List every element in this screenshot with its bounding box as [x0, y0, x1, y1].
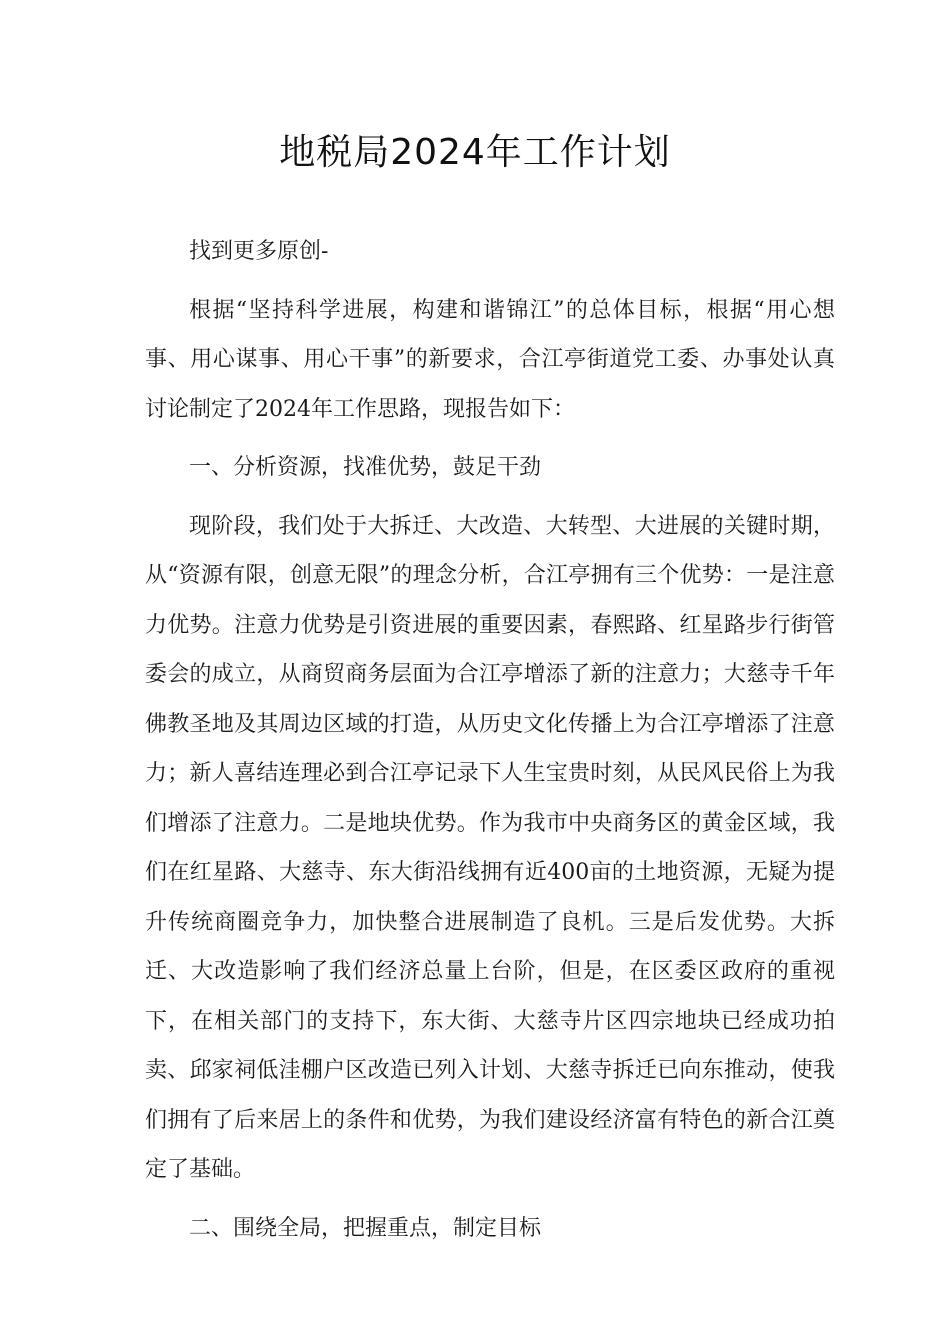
paragraph-section-1-body: 现阶段，我们处于大拆迁、大改造、大转型、大进展的关键时期，从“资源有限，创意无限”的理念分析，合江亭拥有三个优势：一是注意力优势。注意力优势是引资进展的重要因素，春熙路、红星路步行街管委会的成立，从商贸商务层面为合江亭增添了新的注意力；大慈寺千年佛教圣地及其周边区域的打造，从历史文化传播上为合江亭增添了注意力；新人喜结连理必到合江亭记录下人生宝贵时刻，从民风民俗上为我们增添了注意力。二是地块优势。作为我市中央商务区的黄金区域，我们在红星路、大慈寺、东大街沿线拥有近400亩的土地资源，无疑为提升传统商圈竞争力，加快整合进展制造了良机。三是后发优势。大拆迁、大改造影响了我们经济总量上台阶，但是，在区委区政府的重视下，在相关部门的支持下，东大街、大慈寺片区四宗地块已经成功拍卖、邱家祠低洼棚户区改造已列入计划、大慈寺拆迁已向东推动，使我们拥有了后来居上的条件和优势，为我们建设经济富有特色的新合江奠定了基础。: [145, 513, 835, 1182]
section-heading-2: 二、围绕全局，把握重点，制定目标: [189, 1215, 542, 1241]
section-heading-1: 一、分析资源，找准优势，鼓足干劲: [189, 455, 542, 480]
document-body: [145, 227, 835, 1262]
paragraph-source-note: 找到更多原创-: [189, 239, 329, 264]
document-title: 地税局2024年工作计划: [279, 132, 671, 173]
paragraph-intro: 根据“坚持科学进展，构建和谐锦江”的总体目标，根据“用心想事、用心谋事、用心干事”的新要求，合江亭街道党工委、办事处认真讨论制定了2024年工作思路，现报告如下：: [145, 297, 835, 422]
